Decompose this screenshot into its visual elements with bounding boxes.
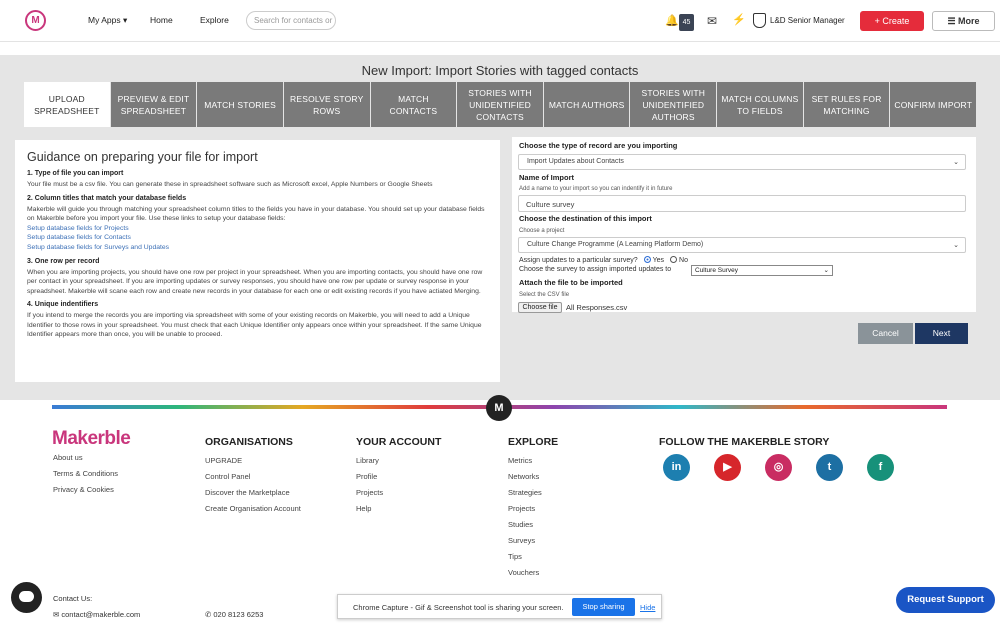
screen-share-text: Chrome Capture - Gif & Screenshot tool is sharing your screen. xyxy=(353,603,564,612)
footer-heading-account: YOUR ACCOUNT xyxy=(356,436,442,448)
notification-count-badge[interactable]: 45 xyxy=(679,14,694,31)
assign-yes-label[interactable]: Yes xyxy=(652,257,665,264)
tab-match-authors[interactable]: MATCH AUTHORS xyxy=(544,82,630,127)
footer-column-organisations xyxy=(205,436,301,517)
mail-icon[interactable]: ✉ xyxy=(707,14,718,28)
footer-link-explore-projects[interactable]: Projects xyxy=(508,504,536,513)
contact-phone[interactable]: ✆ 020 8123 6253 xyxy=(205,610,264,619)
guidance-title: Guidance on preparing your file for import xyxy=(27,150,258,164)
tab-set-rules-for-matching[interactable]: SET RULES FOR MATCHING xyxy=(804,82,890,127)
footer-link-help[interactable]: Help xyxy=(356,504,372,513)
tab-stories-unidentified-contacts[interactable]: STORIES WITH UNIDENTIFIED CONTACTS xyxy=(457,82,543,127)
footer-link-studies[interactable]: Studies xyxy=(508,520,534,529)
destination-label: Choose the destination of this import xyxy=(519,214,652,223)
bolt-icon[interactable]: ⚡ xyxy=(732,14,746,26)
footer-heading-follow: FOLLOW THE MAKERBLE STORY xyxy=(659,436,830,448)
footer-column-account xyxy=(356,436,441,517)
top-navigation-bar xyxy=(0,0,1000,42)
chat-bubble-icon xyxy=(19,591,34,602)
linkedin-icon[interactable]: in xyxy=(663,454,690,481)
footer-link-strategies[interactable]: Strategies xyxy=(508,488,542,497)
nav-explore[interactable]: Explore xyxy=(200,15,229,25)
contact-email[interactable]: ✉ contact@makerble.com xyxy=(53,610,141,619)
project-select[interactable] xyxy=(518,237,966,253)
assign-yes-radio[interactable] xyxy=(644,256,651,263)
import-name-label: Name of Import xyxy=(519,173,575,182)
survey-assign-label: Choose the survey to assign imported updates to xyxy=(519,266,672,273)
request-support-button[interactable]: Request Support xyxy=(896,587,995,613)
tab-match-contacts[interactable]: MATCH CONTACTS xyxy=(371,82,457,127)
guidance-text-file-type: Your file must be a csv file. You can generate these in spreadsheet software such as Microsoft excel, Apple Numbers or Google Sheets xyxy=(27,181,433,188)
footer-link-networks[interactable]: Networks xyxy=(508,472,540,481)
project-hint: Choose a project xyxy=(519,228,565,234)
guidance-heading-column-titles: 2. Column titles that match your database fields xyxy=(27,194,187,202)
chevron-down-icon: ⌄ xyxy=(953,159,959,166)
twitter-icon[interactable]: t xyxy=(816,454,843,481)
tab-stories-unidentified-authors[interactable]: STORIES WITH UNIDENTIFIED AUTHORS xyxy=(630,82,716,127)
facebook-icon[interactable]: f xyxy=(867,454,894,481)
attach-file-label: Attach the file to be imported xyxy=(519,278,623,287)
footer-links-company xyxy=(53,450,118,498)
bell-icon[interactable]: 🔔 xyxy=(665,15,679,27)
cancel-button[interactable]: Cancel xyxy=(858,323,913,344)
record-type-label: Choose the type of record are you importing xyxy=(519,141,678,150)
footer-link-privacy[interactable]: Privacy & Cookies xyxy=(53,485,114,494)
chat-launcher-button[interactable] xyxy=(11,582,42,613)
link-setup-fields-surveys[interactable]: Setup database fields for Surveys and Updates xyxy=(27,244,170,252)
footer-link-profile[interactable]: Profile xyxy=(356,472,378,481)
screen-share-notification xyxy=(337,594,662,619)
guidance-panel xyxy=(15,140,500,382)
footer-link-about[interactable]: About us xyxy=(53,453,83,462)
more-button[interactable]: ☰ More xyxy=(932,11,995,31)
instagram-icon[interactable]: ◎ xyxy=(765,454,792,481)
footer-link-create-org[interactable]: Create Organisation Account xyxy=(205,504,301,513)
nav-home[interactable]: Home xyxy=(150,15,173,25)
project-value: Culture Change Programme (A Learning Platform Demo) xyxy=(527,241,704,248)
import-name-hint: Add a name to your import so you can indentify it in future xyxy=(519,186,673,192)
footer-link-surveys[interactable]: Surveys xyxy=(508,536,536,545)
assign-survey-row xyxy=(519,256,688,264)
footer-column-follow xyxy=(659,436,829,453)
social-links xyxy=(663,454,894,481)
assign-survey-label: Assign updates to a particular survey? xyxy=(519,257,638,264)
page-title: New Import: Import Stories with tagged contacts xyxy=(361,63,639,78)
assign-no-radio[interactable] xyxy=(670,256,677,263)
footer-column-explore xyxy=(508,436,558,581)
selected-file-name: All Responses.csv xyxy=(566,303,628,312)
record-type-select[interactable] xyxy=(518,154,966,170)
user-role-label[interactable]: L&D Senior Manager xyxy=(770,16,845,25)
makerble-logo-icon[interactable]: M xyxy=(25,10,46,31)
create-button[interactable]: + Create xyxy=(860,11,924,31)
tab-resolve-story-rows[interactable]: RESOLVE STORY ROWS xyxy=(284,82,370,127)
guidance-text-column-titles: Makerble will guide you through matching your spreadsheet column titles to the fields you have in your database. You should set up your database fields on Makerble before you import your file. Use these links to setup your database fields: xyxy=(27,205,485,222)
link-setup-fields-contacts[interactable]: Setup database fields for Contacts xyxy=(27,234,131,242)
tab-match-stories[interactable]: MATCH STORIES xyxy=(197,82,283,127)
makerble-m-icon: M xyxy=(486,395,512,421)
record-type-value: Import Updates about Contacts xyxy=(527,158,624,165)
import-name-input[interactable]: Culture survey xyxy=(518,195,966,212)
footer-link-projects[interactable]: Projects xyxy=(356,488,384,497)
wizard-tabs xyxy=(24,82,976,127)
guidance-heading-unique-ids: 4. Unique indentifiers xyxy=(27,301,99,309)
guidance-heading-file-type: 1. Type of file you can import xyxy=(27,170,124,177)
chevron-down-icon: ⌄ xyxy=(953,242,959,249)
guidance-heading-one-row: 3. One row per record xyxy=(27,257,100,265)
footer-link-library[interactable]: Library xyxy=(356,456,379,465)
footer-heading-organisations: ORGANISATIONS xyxy=(205,436,293,448)
footer-brand-logo[interactable]: Makerble xyxy=(52,428,131,449)
footer-heading-explore: EXPLORE xyxy=(508,436,559,448)
guidance-text-unique-ids: If you intend to merge the records you are importing via spreadsheet with some of your existing records on Makerble, you will need to add a Unique Identifier to those rows in your spreadsheet. You must check that each Unique Identifier only appears once within your spreadsheet. If the same Unique Identifier appears more than once, you will be unable to proceed. xyxy=(27,312,482,339)
footer-link-metrics[interactable]: Metrics xyxy=(508,456,533,465)
contact-heading: Contact Us: xyxy=(53,594,93,603)
footer-link-marketplace[interactable]: Discover the Marketplace xyxy=(205,488,290,497)
import-form-panel xyxy=(512,137,976,312)
search-input[interactable]: Search for contacts or xyxy=(246,11,336,30)
choose-file-button[interactable]: Choose file xyxy=(518,302,562,313)
nav-my-apps[interactable]: My Apps ▾ xyxy=(88,15,128,25)
survey-value: Culture Survey xyxy=(695,267,738,274)
assign-no-label[interactable]: No xyxy=(679,257,688,264)
tab-match-columns-to-fields[interactable]: MATCH COLUMNS TO FIELDS xyxy=(717,82,803,127)
tab-confirm-import[interactable]: CONFIRM IMPORT xyxy=(890,82,976,127)
footer-link-control-panel[interactable]: Control Panel xyxy=(205,472,251,481)
link-setup-fields-projects[interactable]: Setup database fields for Projects xyxy=(27,224,129,232)
footer-link-terms[interactable]: Terms & Conditions xyxy=(53,469,119,478)
next-button[interactable]: Next xyxy=(915,323,968,344)
footer-link-upgrade[interactable]: UPGRADE xyxy=(205,456,243,465)
tab-upload-spreadsheet[interactable]: UPLOAD SPREADSHEET xyxy=(24,82,110,127)
survey-select[interactable] xyxy=(691,265,833,276)
tab-preview-edit-spreadsheet[interactable]: PREVIEW & EDIT SPREADSHEET xyxy=(111,82,197,127)
csv-hint: Select the CSV file xyxy=(519,292,570,298)
youtube-icon[interactable]: ▶ xyxy=(714,454,741,481)
stop-sharing-button[interactable]: Stop sharing xyxy=(572,598,635,616)
chevron-down-icon: ⌄ xyxy=(823,267,829,274)
guidance-text-one-row: When you are importing projects, you should have one row per project in your spreadsheet. When you are importing contacts, you should have one row per contact in your spreadsheet. If you are importing updates or survey responses, you should have one row per update or survey response in your spreadsheet. Makerble will scane each row and create new records in your database for each one or edit existing records if you have actiated Merging. xyxy=(27,268,483,295)
footer-link-tips[interactable]: Tips xyxy=(508,552,522,561)
footer-link-vouchers[interactable]: Vouchers xyxy=(508,568,540,577)
hide-link[interactable]: Hide xyxy=(640,603,656,612)
shield-icon xyxy=(753,13,766,28)
